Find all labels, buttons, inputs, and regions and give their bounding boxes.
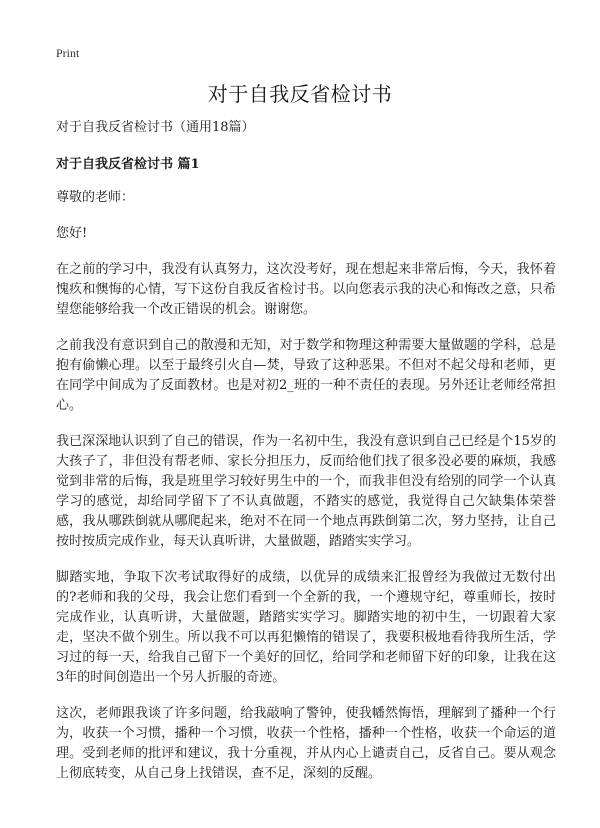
section-heading: 对于自我反省检讨书 篇1	[56, 157, 200, 172]
body-paragraph-5: 这次，老师跟我谈了许多问题，给我敲响了警钟，使我幡然悔悟，理解到了播种一个行为，收获一个习惯，播种一个习惯，收获一个性格，播种一个性格，收获一个命运的道理。受到老师的批评和建议，我十分重视，并从内心上谴责自己，反省自己。要从观念上彻底转变，从自己身上找错误，查不足，深刻的反醒。	[56, 706, 556, 781]
print-link[interactable]: Print	[56, 46, 80, 60]
salutation: 您好!	[56, 226, 88, 241]
greeting: 尊敬的老师：	[56, 190, 135, 205]
body-paragraph-1: 在之前的学习中，我没有认真努力，这次没考好，现在想起来非常后悔，今天，我怀着愧疚和懊悔的心情，写下这份自我反省检讨书。以向您表示我的决心和悔改之意，只希望您能够给我一个改正错误的机会。谢谢您。	[56, 262, 556, 317]
body-paragraph-2: 之前我没有意识到自己的散漫和无知，对于数学和物理这种需要大量做题的学科，总是抱有偷懒心理。以至于最终引火自—焚，导致了这种恶果。不但对不起父母和老师，更在同学中间成为了反面教材。也是对初2_班的一种不责任的表现。另外还让老师经常担心。	[56, 338, 556, 413]
page-title: 对于自我反省检讨书	[207, 82, 393, 106]
document-body	[56, 118, 556, 800]
document-subtitle: 对于自我反省检讨书（通用18篇）	[56, 120, 255, 135]
body-paragraph-3: 我已深深地认识到了自己的错误，作为一名初中生，我没有意识到自己已经是个15岁的大孩子了，非但没有帮老师、家长分担压力，反而给他们找了很多没必要的麻烦，我感觉到非常的后悔，我是班里学习较好男生中的一个，而我非但没有给别的同学一个认真学习的感觉，却给同学留下了不认真做题，不踏实的感觉，我觉得自己欠缺集体荣誉感，我从哪跌倒就从哪爬起来，绝对不在同一个地点再跌倒第二次，努力坚持，让自己按时按质完成作业，每天认真听讲，大量做题，踏踏实实学习。	[56, 434, 556, 549]
body-paragraph-4: 脚踏实地，争取下次考试取得好的成绩，以优异的成绩来汇报曾经为我做过无数付出的?老师和我的父母，我会让您们看到一个全新的我，一个遵规守纪，尊重师长，按时完成作业，认真听讲，大量做题，踏踏实实学习。脚踏实地的初中生，一切跟着大家走，坚决不做个别生。所以我不可以再犯懒惰的错误了，我要积极地看待我所生活，学习过的每一天，给我自己留下一个美好的回忆，给同学和老师留下好的印象，让我在这3年的时间创造出一个另人折服的奇迹。	[56, 570, 556, 685]
